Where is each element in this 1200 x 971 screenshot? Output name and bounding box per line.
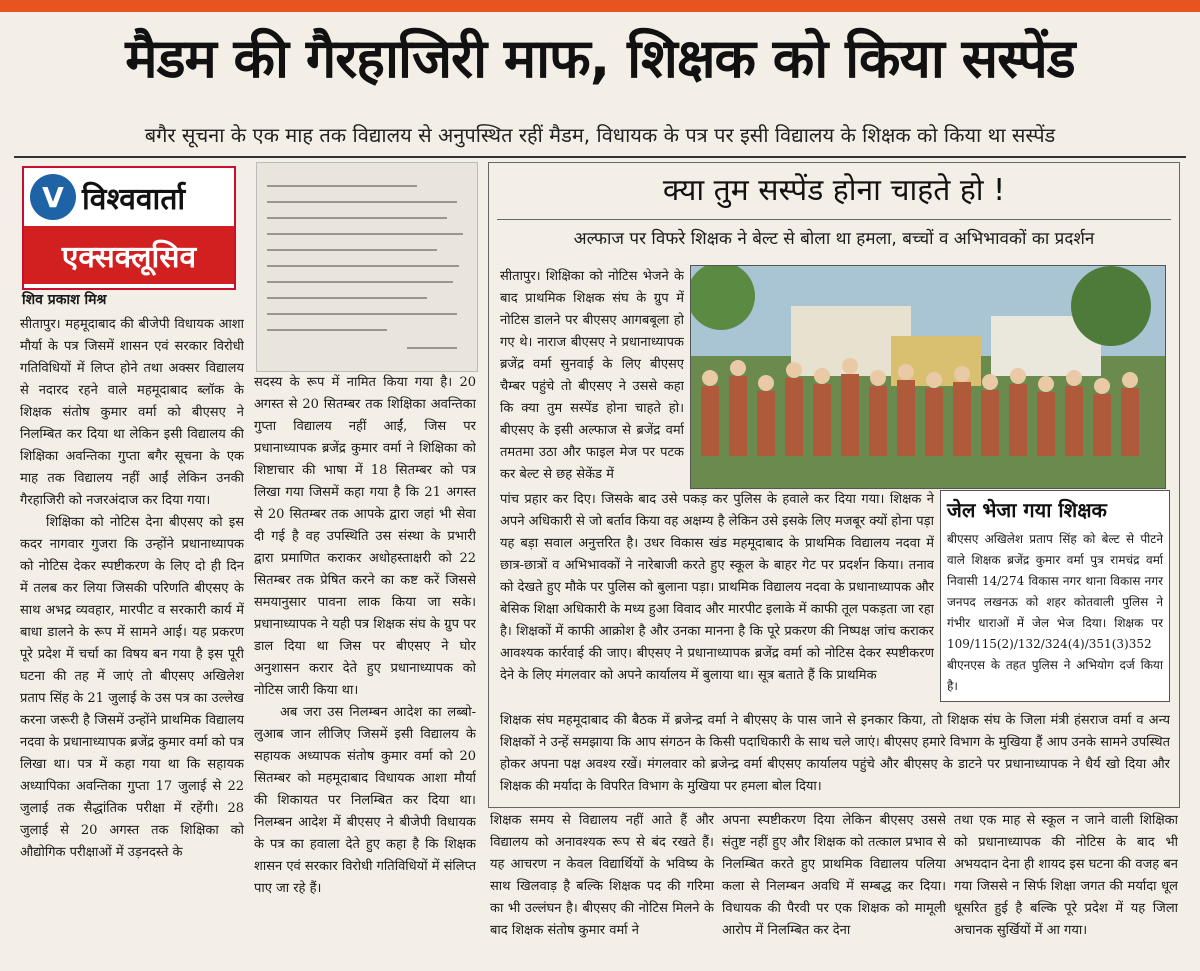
box-paragraph: पांच प्रहार कर दिए। जिसके बाद उसे पकड़ कर पुलिस के हवाले कर दिया गया। शिक्षक ने अपने अधिकारी से जो बर्ताव किया वह अक्षम्य है लेकिन उसे इसके लिए मजबूर क्यों होना पड़ा यह बड़ा सवाल अनुत्तरित है। उधर विकास खंड महमूदाबाद के प्राथमिक विद्यालय नदवा में छात्र-छात्रों व अभिभावकों ने नारेबाजी करते हुए स्कूल के बाहर गेट पर प्रदर्शन किया। तनाव को देखते हुए मौके पर पुलिस को बुलाना पड़ा। प्राथमिक विद्यालय नदवा के प्रधानाध्यापक और बेसिक शिक्षा अधिकारी के मध्य हुआ विवाद और मारपीट इलाके में काफी तूल पकड़ता जा रहा है। शिक्षकों में काफी आक्रोश है और उनका मानना है कि पूरे प्रकरण की निष्पक्ष जांच कराकर आवश्यक कार्रवाई की जाए। बीएसए ने प्रधानाध्यापक ब्रजेंद्र वर्मा को नोटिस देकर स्पष्टीकरण देने के लिए मंगलवार को अपने कार्यालय में बुलाया था। सूत्र बताते हैं कि प्राथमिक [500,492,934,683]
byline: शिव प्रकाश मिश्र [22,292,107,308]
brand-logo [22,166,236,290]
box-paragraph: सीतापुर। शिक्षिका को नोटिस भेजने के बाद प्राथमिक शिक्षक संघ के ग्रुप में नोटिस डालने पर बीएसए आगबबूला हो गए थे। नाराज बीएसए ने प्रधानाध्यापक ब्रजेंद्र वर्मा सुनवाई के लिए बीएसए चैम्बर पहुंचे तो बीएसए ने उससे कहा कि क्या तुम सस्पेंड होना चाहते हो। बीएसए के इसी अल्फाज से ब्रजेंद्र वर्मा तमतमा उठा और फाइल मेज पर पटक कर बेल्ट से छह सेकेंड में [500,269,684,482]
article-column-5 [954,810,1178,966]
brand-name: विश्ववार्ता [82,181,186,217]
brand-logo-icon: V [30,174,76,220]
jail-sidebar [940,490,1170,702]
article-paragraph: शिक्षिका को नोटिस देना बीएसए को इस कदर नागवार गुजरा कि उन्होंने प्रधानाध्यापक को नोटिस देकर स्पष्टीकरण के लिए दो ही दिन में तलब कर लिया जिसकी परिणति बीएसए के साथ अभद्र व्यवहार, मारपीट व सरकारी कार्य में बाधा डालने के रूप में सामने आई। यह प्रकरण पूरे प्रदेश में चर्चा का विषय बन गया है इस पूरी घटना की तह में जाएं तो बीएसए अखिलेश प्रताप सिंह के 21 जुलाई के उस पत्र का उल्लेख करना जरूरी है जिसमें उन्होंने प्राथमिक विद्यालय नदवा के प्रधानाध्यापक ब्रजेंद्र कुमार वर्मा को पत्र लिखा था। पत्र में कहा गया था कि सहायक अध्यापिका अवन्तिका गुप्ता 17 जुलाई से 22 जुलाई तक सैद्धांतिक परीक्षा में रहेंगी। 28 जुलाई से 20 अगस्त तक शिक्षिका को औद्योगिक परीक्षाओं में उड़नदस्ते के [20,515,244,860]
exclusive-badge: एक्सक्लूसिव [24,226,234,284]
article-paragraph: शिक्षक समय से विद्यालय नहीं आते हैं और विद्यालय को अनावश्यक रूप से बंद रखते हैं। यह आचरण न केवल विद्यार्थियों के भविष्य के साथ खिलवाड़ है बल्कि शिक्षक पद की गरिमा का भी उल्लंघन है। बीएसए की नोटिस मिलने के बाद शिक्षक संतोष कुमार वर्मा ने [490,813,714,938]
article-paragraph: तथा एक माह से स्कूल न जाने वाली शिक्षिका को प्रधानाध्यापक की नोटिस के बाद भी अभयदान देना ही शायद इस घटना की वजह बन गया जिससे न सिर्फ शिक्षा जगत की मर्यादा धूल धूसरित हुई है बल्कि पूरे प्रदेश में यह जिला अचानक सुर्खियों में आ गया। [954,813,1178,938]
article-paragraph: अपना स्पष्टीकरण दिया लेकिन बीएसए उससे संतुष्ट नहीं हुए और शिक्षक को तत्काल प्रभाव से निलम्बित करते हुए प्राथमिक विद्यालय पलिया कला से निलम्बन अवधि में सम्बद्ध कर दिया। विधायक की पैरवी पर एक शिक्षक को मामूली आरोप में निलम्बित कर देना [722,813,946,938]
divider [14,156,1186,158]
box-subtitle: अल्फाज पर विफरे शिक्षक ने बेल्ट से बोला था हमला, बच्चों व अभिभावकों का प्रदर्शन [573,229,1095,249]
article-column-1 [20,314,244,964]
article-column-3 [490,810,714,966]
article-column-4 [722,810,946,966]
jail-text: बीएसए अखिलेश प्रताप सिंह को बेल्ट से पीटने वाले शिक्षक ब्रजेंद्र कुमार वर्मा पुत्र रामचंद्र वर्मा निवासी 14/274 विकास नगर थाना विकास नगर जनपद लखनऊ को शहर कोतवाली पुलिस ने गंभीर धाराओं में जेल भेज दिया। शिक्षक पर 109/115(2)/132/324(4)/351(3)352 बीएनएस के तहत पुलिस ने अभियोग दर्ज किया है। [947,532,1163,693]
letter-photo [256,162,478,372]
box-column-left [500,266,684,486]
protest-photo [690,265,1166,489]
article-paragraph: सदस्य के रूप में नामित किया गया है। 20 अगस्त से 20 सितम्बर तक शिक्षिका अवन्तिका गुप्ता विद्यालय नहीं आईं, जिस पर प्रधानाध्यापक ब्रजेंद्र कुमार वर्मा ने शिक्षिका को शिष्टाचार की भाषा में 18 सितम्बर को पत्र लिखा गया जिसमें कहा गया है कि 21 अगस्त से 20 सितम्बर तक आपके द्वारा जहां भी सेवा दी गई है वह उपस्थिति उस संस्था के प्रभारी द्वारा प्रमाणित कराकर अधोहस्ताक्षरी को 22 सितम्बर तक प्रेषित करने का कष्ट करें जिससे समयानुसार पावना लाक किया जा सके। प्रधानाध्यापक ने यही पत्र शिक्षक संघ के ग्रुप पर डाल दिया था जिस पर बीएसए ने घोर अनुशासन करार देते हुए प्रधानाध्यापक को नोटिस जारी किया था। [254,375,476,698]
subheadline: बगैर सूचना के एक माह तक विद्यालय से अनुपस्थित रहीं मैडम, विधायक के पत्र पर इसी विद्यालय के शिक्षक को किया था सस्पेंड [144,123,1056,147]
article-column-2 [254,372,476,964]
top-accent-bar [0,0,1200,12]
headline: मैडम की गैरहाजिरी माफ, शिक्षक को किया सस्पेंड [125,27,1075,90]
box-column-wide [500,489,934,709]
box-title: क्या तुम सस्पेंड होना चाहते हो ! [662,173,1006,208]
article-paragraph: सीतापुर। महमूदाबाद की बीजेपी विधायक आशा मौर्या के पत्र जिसमें शासन एवं सरकार विरोधी गतिविधियों में लिप्त होने तथा अक्सर विद्यालय से नदारद रहने वाले महमूदाबाद ब्लॉक के शिक्षक संतोष कुमार वर्मा को बीएसए ने निलम्बित कर दिया था लेकिन इसी विद्यालय की शिक्षिका अवन्तिका गुप्ता बगैर सूचना के एक माह तक विद्यालय नहीं आईं लेकिन उनकी गैरहाजिरी को नजरअंदाज कर दिया गया। [20,317,244,508]
jail-title: जेल भेजा गया शिक्षक [947,498,1107,522]
box-paragraph: शिक्षक संघ महमूदाबाद की बैठक में ब्रजेन्द्र वर्मा ने बीएसए के पास जाने से इनकार किया, तो शिक्षक संघ के जिला मंत्री हंसराज वर्मा व अन्य शिक्षकों ने उन्हें समझाया कि आप संगठन के किसी पदाधिकारी के साथ चले जाएं। बीएसए हमारे विभाग के मुखिया हैं आप उनके सामने उपस्थित होकर अपना पक्ष अवश्य रखें। मंगलवार को ब्रजेन्द्र वर्मा बीएसए कार्यालय पहुंचे और बीएसए के डाटने पर प्रधानाध्यापक ने धैर्य खो दिया और शिक्षक की मर्यादा के विपरित विभाग के मुखिया पर हमला बोल दिया। [500,713,1170,794]
box-bottom-text [500,710,1170,802]
article-paragraph: अब जरा उस निलम्बन आदेश का लब्बो-लुआब जान लीजिए जिसमें इसी विद्यालय के सहायक अध्यापक संतोष कुमार वर्मा को 20 सितम्बर को महमूदाबाद विधायक आशा मौर्या की शिकायत पर निलम्बित कर दिया था। निलम्बन आदेश में बीएसए ने बीजेपी विधायक के पत्र का हवाला देते हुए कहा है कि शिक्षक शासन एवं सरकार विरोधी गतिविधियों में संलिप्त पाए जा रहे हैं। [254,705,476,896]
